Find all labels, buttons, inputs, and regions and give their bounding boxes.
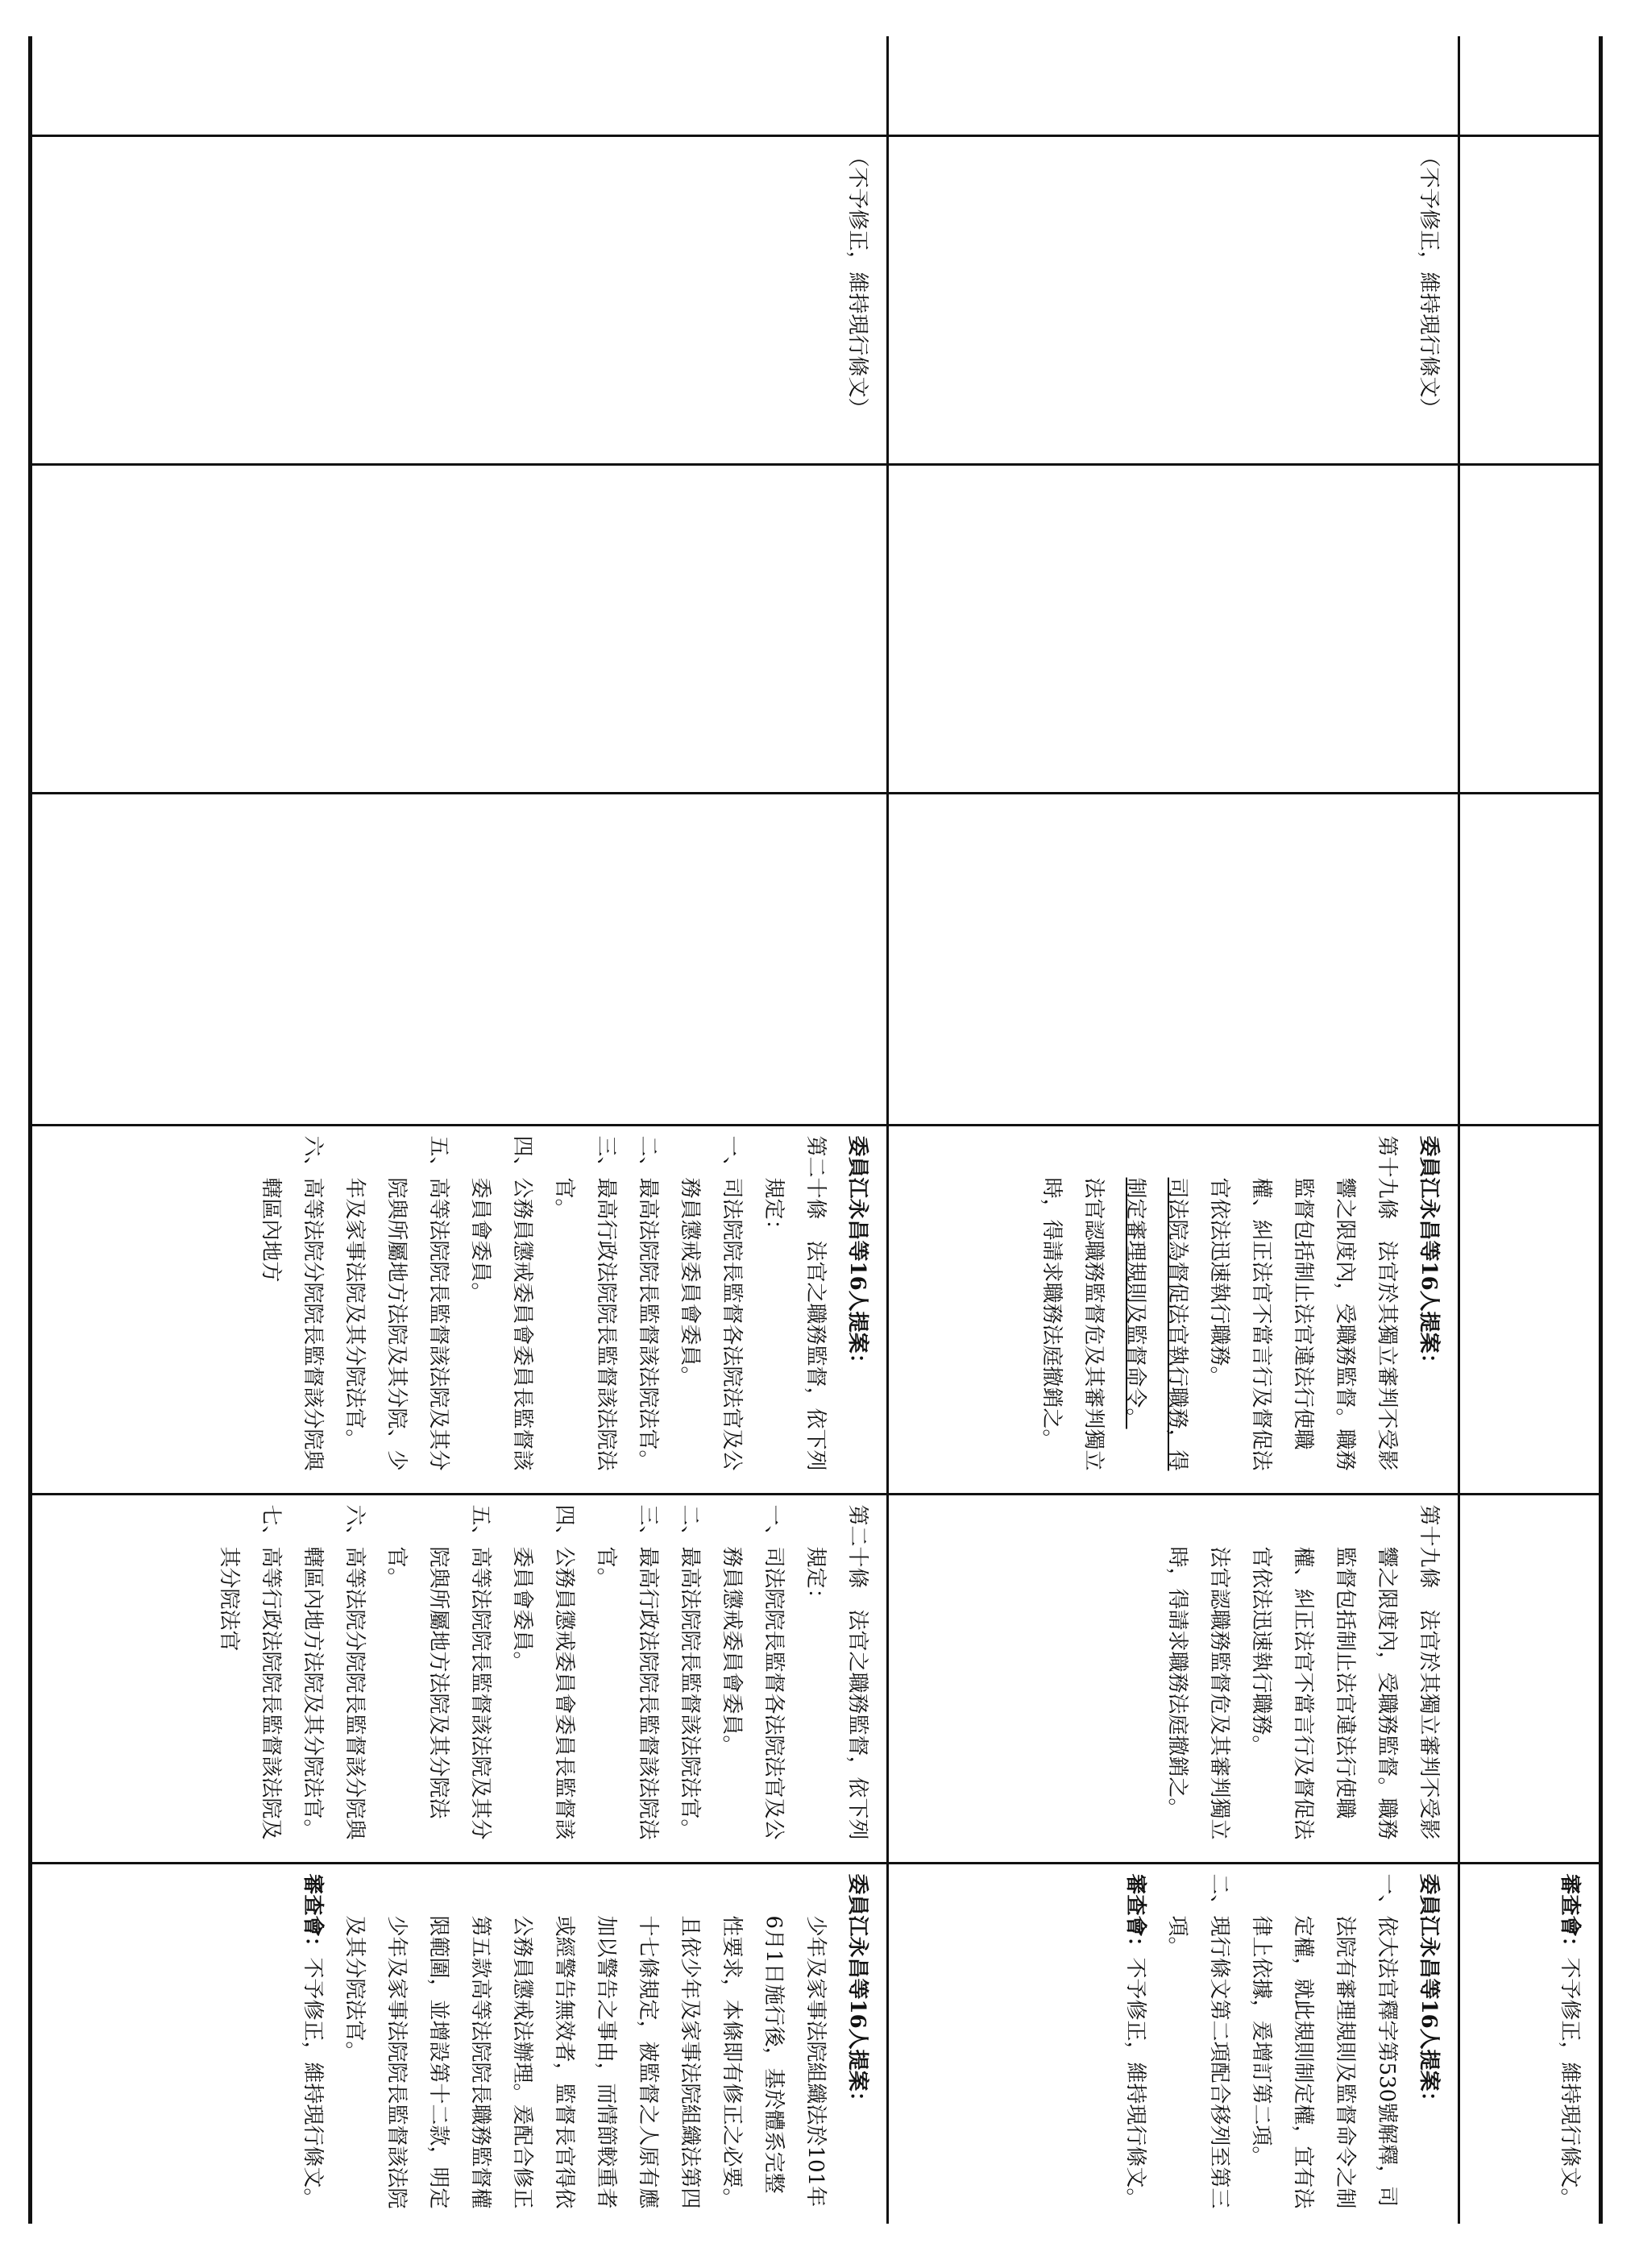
- review-label: 審查會：: [301, 1873, 325, 1958]
- explanation-text: 一、依大法官釋字第530號解釋，司法院有審理規則及監督命令之制定權，就此規則制定權，宜有法律上依據，爰增訂第二項。: [1249, 1873, 1399, 2209]
- review-label: 審查會：: [1123, 1873, 1147, 1958]
- cell-proposal: [888, 1125, 1459, 1494]
- article-text: 法官認職務監督危及其審判獨立時，得請求職務法庭撤銷之。: [1165, 1546, 1231, 1840]
- proposal-heading: 委員江永昌等16人提案：: [1417, 1135, 1441, 1374]
- article-item: 五、高等法院院長監督該法院及其分院與所屬地方法院及其分院法官。: [384, 1504, 492, 1840]
- cell: [1459, 1125, 1601, 1494]
- article-text: 第十九條 法官於其獨立審判不受影響之限度內，受職務監督。職務監督包括制止法官違法行使職權、糾正法官不當言行及督促法官依法迅速執行職務。: [1207, 1135, 1399, 1471]
- article-text: 第十九條 法官於其獨立審判不受影響之限度內，受職務監督。職務監督包括制止法官違法行使職權、糾正法官不當言行及督促法官依法迅速執行職務。: [1249, 1504, 1441, 1840]
- review-text: 不予修正，維持現行條文。: [1123, 1957, 1147, 2209]
- article-item: 一、司法院院長監督各法院法官及公務員懲戒委員會委員。: [720, 1504, 786, 1840]
- article-item: 四、公務員懲戒委員會委員長監督該委員會委員。: [468, 1135, 534, 1471]
- note-text: （不予修正，維持現行條文）: [1417, 146, 1441, 419]
- cell-current-article: [888, 1494, 1459, 1863]
- cell: [1459, 1863, 1601, 2224]
- cell: [888, 464, 1459, 793]
- review-text: 不予修正，維持現行條文。: [1558, 1957, 1582, 2209]
- cell-current-law: [31, 135, 888, 464]
- table-row: [1459, 36, 1601, 2224]
- article-item: 四、公務員懲戒委員會委員長監督該委員會委員。: [510, 1504, 576, 1840]
- article-item: 二、最高法院院長監督該法院法官。: [678, 1504, 702, 1840]
- article-item: 三、最高行政法院院長監督該法院法官。: [552, 1135, 618, 1471]
- cell: [31, 36, 888, 135]
- explanation-text: 二、現行條文第二項配合移列至第三項。: [1165, 1873, 1231, 2209]
- article-item: 五、高等法院院長監督該法院及其分院與所屬地方法院及其分院、少年及家事法院及其分院法官。: [342, 1135, 450, 1471]
- proposal-heading: 委員江永昌等16人提案：: [1417, 1873, 1441, 2113]
- note-text: （不予修正，維持現行條文）: [845, 146, 869, 419]
- cell: [1459, 464, 1601, 793]
- cell-explanation: [31, 1863, 888, 2224]
- cell-current-article: [31, 1494, 888, 1863]
- cell: [1459, 135, 1601, 464]
- cell: [1459, 36, 1601, 135]
- article-item: 二、最高法院院長監督該法院法官。: [636, 1135, 660, 1471]
- cell: [1459, 1494, 1601, 1863]
- cell: [1459, 793, 1601, 1125]
- proposal-heading: 委員江永昌等16人提案：: [845, 1873, 869, 2113]
- comparison-table: [28, 36, 1603, 2224]
- article-item: 三、最高行政法院院長監督該法院法官。: [594, 1504, 660, 1840]
- article-text-added: 司法院為督促法官執行職務，得制定審理規則及監督命令。: [1123, 1177, 1189, 1471]
- cell: [31, 464, 888, 793]
- article-item: 七、高等行政法院院長監督該法院及其分院法官: [217, 1504, 283, 1840]
- proposal-heading: 委員江永昌等16人提案：: [845, 1135, 869, 1374]
- explanation-text: 少年及家事法院組織法於101年6月1日施行後，基於體系完整性要求，本條即有修正之必要。且依少年及家事法院組織法第四十七條規定，被監督之人原有應加以警告之事由，而情節較重者或經警告無效者，監督長官得依公務員懲戒法辦理。爰配合修正第五款高等法院院長職務監督權限範圍，並增設第十二款，明定少年及家事法院院長監督該法院及其分院法官。: [342, 1915, 828, 2209]
- table-row: [31, 36, 888, 2224]
- cell: [888, 793, 1459, 1125]
- table-row: [888, 36, 1459, 2224]
- article-text: 第二十條 法官之職務監督，依下列規定：: [761, 1135, 828, 1471]
- article-item: 六、高等法院分院院長監督該分院與轄區內地方法院及其分院法官。: [301, 1504, 367, 1840]
- cell-proposal: [31, 1125, 888, 1494]
- cell: [888, 36, 1459, 135]
- cell-current-law: [888, 135, 1459, 464]
- article-text: 法官認職務監督危及其審判獨立時，得請求職務法庭撤銷之。: [1039, 1177, 1106, 1471]
- cell: [31, 793, 888, 1125]
- review-text: 不予修正，維持現行條文。: [301, 1957, 325, 2209]
- cell-explanation: [888, 1863, 1459, 2224]
- article-text: 第二十條 法官之職務監督，依下列規定：: [803, 1504, 869, 1840]
- article-item: 六、高等法院分院院長監督該分院與轄區內地方: [259, 1135, 325, 1471]
- review-label: 審查會：: [1558, 1873, 1582, 1958]
- article-item: 一、司法院院長監督各法院法官及公務員懲戒委員會委員。: [678, 1135, 744, 1471]
